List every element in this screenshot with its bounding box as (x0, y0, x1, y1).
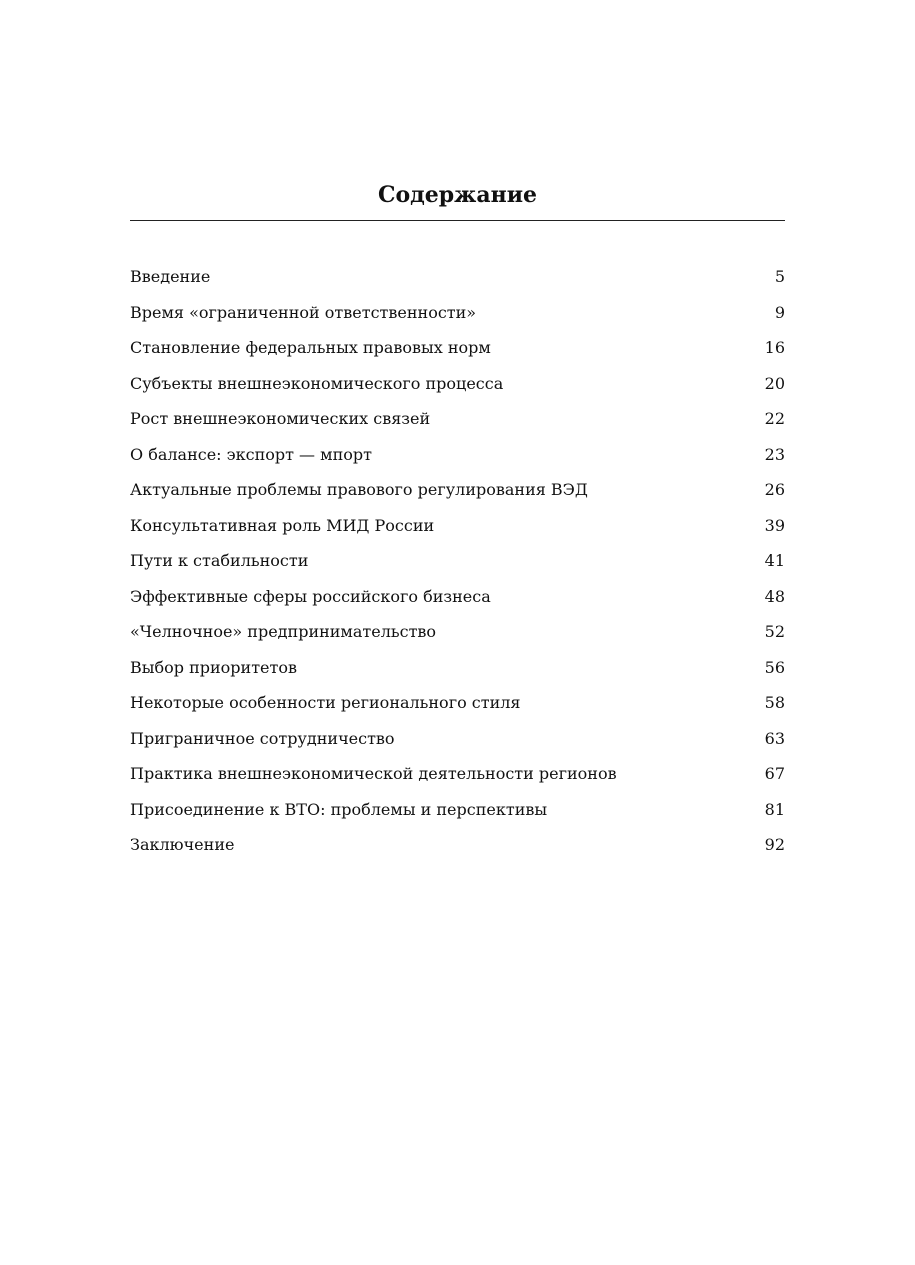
toc-entry-title: О балансе: экспорт — мпорт (130, 444, 372, 464)
toc-entry (130, 622, 785, 658)
toc-entry-page: 20 (764, 373, 785, 393)
toc-entry (130, 693, 785, 729)
toc-entry-page: 81 (764, 799, 785, 819)
toc-entry-title: Становление федеральных правовых норм (130, 338, 491, 357)
toc-entry-title: Пути к стабильности (130, 551, 309, 570)
toc-entry-title: Консультативная роль МИД России (130, 515, 435, 535)
toc-entry (130, 409, 785, 445)
document-page (130, 178, 785, 871)
toc-entry (130, 551, 785, 587)
toc-entry-page: 56 (764, 657, 785, 677)
toc-entry-title: Рост внешнеэкономических связей (130, 409, 431, 428)
toc-entry-page: 39 (764, 515, 785, 535)
table-of-contents (130, 267, 785, 871)
toc-entry (130, 267, 785, 303)
toc-entry-title: Приграничное сотрудничество (130, 728, 395, 748)
toc-entry (130, 658, 785, 694)
toc-entry-title: Присоединение к ВТО: проблемы и перспективы (130, 799, 548, 819)
toc-entry (130, 835, 785, 871)
page-title: Содержание (377, 182, 538, 208)
toc-entry-page: 9 (774, 302, 785, 322)
toc-entry-title: «Челночное» предпринимательство (130, 622, 437, 641)
toc-entry (130, 338, 785, 374)
toc-entry-page: 23 (764, 444, 785, 464)
toc-entry-page: 92 (764, 835, 785, 854)
toc-entry (130, 764, 785, 800)
toc-entry (130, 445, 785, 481)
toc-entry-title: Введение (130, 267, 211, 286)
toc-entry-title: Некоторые особенности регионального стиля (130, 693, 521, 712)
toc-entry-title: Выбор приоритетов (130, 657, 298, 677)
toc-entry-title: Эффективные сферы российского бизнеса (130, 586, 491, 606)
toc-entry (130, 587, 785, 623)
toc-entry (130, 480, 785, 516)
toc-entry-page: 16 (764, 338, 785, 357)
title-rule (130, 220, 785, 221)
toc-entry-page: 67 (764, 764, 785, 783)
toc-entry (130, 729, 785, 765)
toc-entry-page: 22 (764, 409, 785, 428)
toc-entry-page: 58 (764, 693, 785, 712)
toc-entry-title: Время «ограниченной ответственности» (130, 302, 477, 322)
toc-entry-page: 63 (764, 728, 785, 748)
toc-entry (130, 516, 785, 552)
toc-entry-title: Практика внешнеэкономической деятельности регионов (130, 764, 617, 783)
toc-entry-title: Заключение (130, 835, 235, 854)
toc-entry-page: 48 (764, 586, 785, 606)
toc-entry (130, 800, 785, 836)
toc-entry (130, 303, 785, 339)
toc-entry-page: 26 (764, 480, 785, 499)
toc-entry-page: 5 (774, 267, 785, 286)
toc-entry-page: 41 (764, 551, 785, 570)
toc-entry-title: Субъекты внешнеэкономического процесса (130, 373, 504, 393)
toc-entry (130, 374, 785, 410)
toc-entry-title: Актуальные проблемы правового регулирования ВЭД (130, 480, 588, 499)
toc-entry-page: 52 (764, 622, 785, 641)
